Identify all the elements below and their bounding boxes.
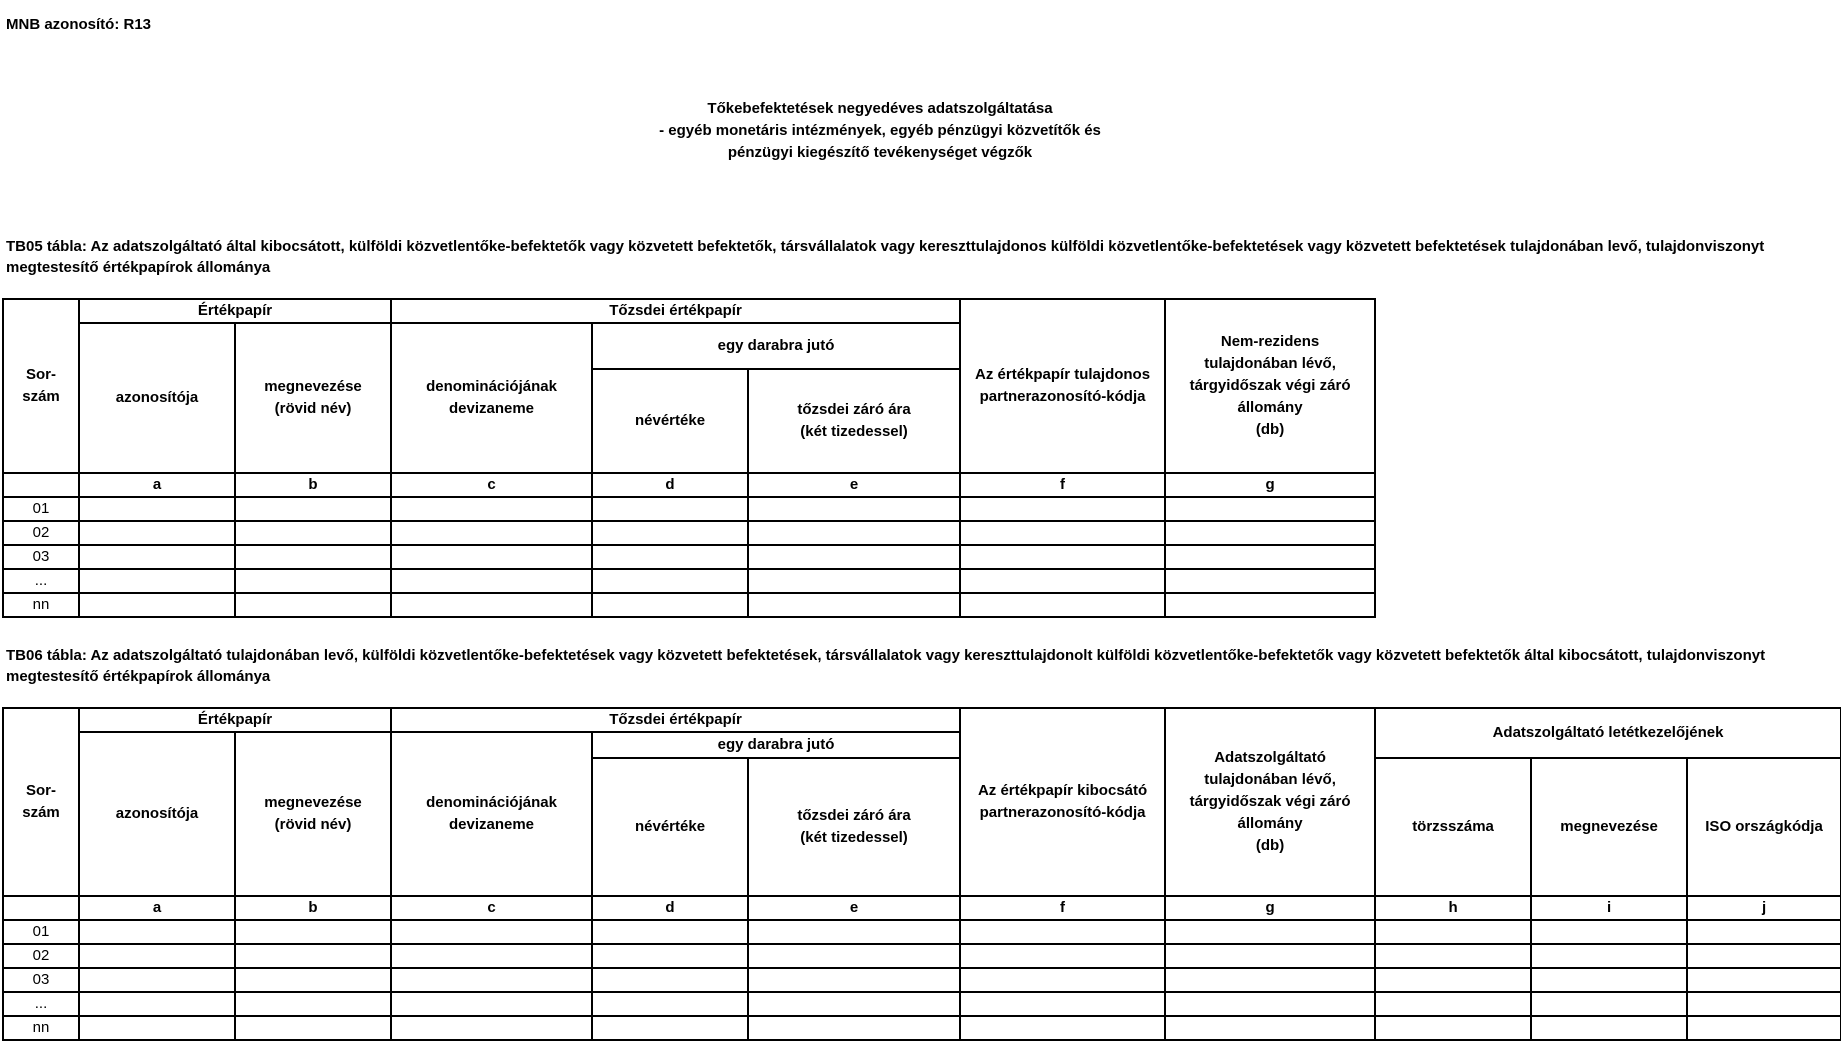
tb06-header-tozsdei-zaro: tőzsdei záró ára (két tizedessel) [748, 758, 960, 896]
tb05-header-denominacio: denominációjának devizaneme [391, 323, 592, 473]
tb06-data-cell[interactable] [748, 992, 960, 1016]
tb05-table [2, 298, 1376, 618]
tb05-data-cell[interactable] [748, 593, 960, 617]
tb06-data-cell[interactable] [79, 992, 235, 1016]
tb05-data-cell[interactable] [592, 521, 748, 545]
tb05-data-cell[interactable] [391, 497, 592, 521]
tb06-data-cell[interactable] [1687, 920, 1841, 944]
tb06-data-row [3, 920, 1841, 944]
tb06-header-egy-darabra: egy darabra jutó [592, 732, 960, 758]
tb06-data-cell[interactable] [1687, 1016, 1841, 1040]
tb05-data-cell[interactable] [79, 497, 235, 521]
tb06-header-torzsszama: törzsszáma [1375, 758, 1531, 896]
tb05-data-cell[interactable] [79, 545, 235, 569]
tb06-header-sorszam: Sor- szám [3, 708, 79, 896]
tb06-header-megnevezese: megnevezése (rövid név) [235, 732, 391, 896]
tb06-data-cell[interactable] [748, 920, 960, 944]
tb06-data-cell[interactable] [960, 944, 1165, 968]
tb05-header-ertekpapir: Értékpapír [79, 299, 391, 323]
tb06-header-letetkezelo: Adatszolgáltató letétkezelőjének [1375, 708, 1841, 758]
tb06-data-cell[interactable] [1687, 992, 1841, 1016]
tb06-data-cell[interactable] [391, 1016, 592, 1040]
tb05-data-cell[interactable] [391, 545, 592, 569]
tb06-header-ertekpapir: Értékpapír [79, 708, 391, 732]
tb06-data-cell[interactable] [1375, 944, 1531, 968]
tb05-data-cell[interactable] [391, 569, 592, 593]
tb06-caption-text: : Az adatszolgáltató tulajdonában levő, külföldi közvetlentőke-befektetések vagy közvetett befektetések, társvállalatok vagy kereszttulajdonolt külföldi közvetlentőke-befektetők vagy közvetett befektetők által kibocsátott, tulajdonviszonyt megtestesítő értékpapírok állománya [6, 647, 1766, 685]
tb06-data-cell[interactable] [1687, 968, 1841, 992]
tb05-data-cell[interactable] [1165, 593, 1375, 617]
tb05-data-cell[interactable] [79, 521, 235, 545]
tb05-row-number: 01 [3, 497, 79, 521]
tb06-data-cell[interactable] [960, 920, 1165, 944]
tb06-header-megnevezese2: megnevezése [1531, 758, 1687, 896]
tb06-letter-blank [3, 896, 79, 920]
title-line-1: Tőkebefektetések negyedéves adatszolgáltatása [707, 100, 1053, 117]
tb06-caption [6, 645, 1831, 687]
tb06-data-cell[interactable] [391, 944, 592, 968]
tb06-header-tozsdei: Tőzsdei értékpapír [391, 708, 960, 732]
tb05-header-tozsdei-zaro: tőzsdei záró ára (két tizedessel) [748, 369, 960, 473]
mnb-identifier: MNB azonosító: R13 [6, 16, 152, 33]
tb05-data-cell[interactable] [748, 545, 960, 569]
tb06-letter: g [1165, 896, 1375, 920]
tb05-data-cell[interactable] [748, 521, 960, 545]
tb06-data-cell[interactable] [1531, 992, 1687, 1016]
tb05-data-cell[interactable] [960, 545, 1165, 569]
tb05-letter: c [391, 473, 592, 497]
tb06-data-cell[interactable] [960, 1016, 1165, 1040]
tb05-data-cell[interactable] [235, 497, 391, 521]
tb06-data-cell[interactable] [960, 992, 1165, 1016]
tb06-row-number: 03 [3, 968, 79, 992]
tb05-data-cell[interactable] [1165, 521, 1375, 545]
tb06-data-cell[interactable] [1687, 944, 1841, 968]
tb06-data-cell[interactable] [79, 944, 235, 968]
tb05-header-azonositoja: azonosítója [79, 323, 235, 473]
tb06-data-cell[interactable] [235, 920, 391, 944]
tb06-data-cell[interactable] [1165, 968, 1375, 992]
tb05-data-cell[interactable] [960, 497, 1165, 521]
tb06-data-cell[interactable] [1165, 920, 1375, 944]
tb05-data-cell[interactable] [592, 593, 748, 617]
tb05-data-cell[interactable] [1165, 497, 1375, 521]
tb05-caption-text: : Az adatszolgáltató által kibocsátott, külföldi közvetlentőke-befektetők vagy közvetett befektetők, társvállalatok vagy kereszttulajdonos külföldi közvetlentőke-befektetések vagy közvetett befektetések tulajdonában levő, tulajdonviszonyt megtestesítő értékpapírok állománya [6, 238, 1765, 276]
tb05-data-cell[interactable] [79, 569, 235, 593]
tb06-letter: c [391, 896, 592, 920]
tb06-data-cell[interactable] [592, 1016, 748, 1040]
tb06-data-row [3, 992, 1841, 1016]
tb05-data-cell[interactable] [1165, 569, 1375, 593]
tb05-data-cell[interactable] [592, 545, 748, 569]
tb05-header-megnevezese: megnevezése (rövid név) [235, 323, 391, 473]
tb05-data-cell[interactable] [235, 569, 391, 593]
tb06-data-cell[interactable] [748, 944, 960, 968]
tb06-header-iso: ISO országkódja [1687, 758, 1841, 896]
tb06-data-row [3, 944, 1841, 968]
tb06-data-row [3, 968, 1841, 992]
tb05-data-cell[interactable] [592, 569, 748, 593]
tb06-row-number: ... [3, 992, 79, 1016]
tb05-letter: a [79, 473, 235, 497]
tb06-letter: h [1375, 896, 1531, 920]
tb05-data-row [3, 521, 1375, 545]
tb06-data-cell[interactable] [1531, 944, 1687, 968]
tb06-data-cell[interactable] [235, 968, 391, 992]
tb05-row-number: 02 [3, 521, 79, 545]
tb06-data-cell[interactable] [1531, 1016, 1687, 1040]
tb05-data-cell[interactable] [960, 593, 1165, 617]
tb05-data-cell[interactable] [235, 545, 391, 569]
tb05-data-cell[interactable] [1165, 545, 1375, 569]
tb06-data-cell[interactable] [1375, 968, 1531, 992]
tb05-data-cell[interactable] [235, 593, 391, 617]
tb06-header-kibocsato: Az értékpapír kibocsátó partnerazonosító-kódja [960, 708, 1165, 896]
tb06-table [2, 707, 1841, 1041]
tb05-header-sorszam: Sor- szám [3, 299, 79, 473]
tb06-header-azonositoja: azonosítója [79, 732, 235, 896]
tb05-data-cell[interactable] [960, 521, 1165, 545]
tb05-letter: f [960, 473, 1165, 497]
tb06-row-number: nn [3, 1016, 79, 1040]
tb05-data-cell[interactable] [391, 593, 592, 617]
tb06-caption-code: TB06 tábla [6, 647, 82, 664]
tb06-row-number: 02 [3, 944, 79, 968]
tb05-data-cell[interactable] [960, 569, 1165, 593]
tb05-data-row [3, 569, 1375, 593]
tb05-header-egy-darabra: egy darabra jutó [592, 323, 960, 369]
tb06-letter: d [592, 896, 748, 920]
tb06-data-cell[interactable] [235, 944, 391, 968]
tb06-data-cell[interactable] [1165, 992, 1375, 1016]
tb05-letter: d [592, 473, 748, 497]
tb06-data-cell[interactable] [592, 968, 748, 992]
tb06-data-cell[interactable] [391, 920, 592, 944]
tb06-data-cell[interactable] [592, 920, 748, 944]
tb06-data-cell[interactable] [79, 920, 235, 944]
tb06-data-cell[interactable] [391, 992, 592, 1016]
document-title [560, 98, 1200, 164]
tb06-data-cell[interactable] [748, 1016, 960, 1040]
tb05-data-cell[interactable] [592, 497, 748, 521]
tb05-data-row [3, 497, 1375, 521]
tb05-row-number: nn [3, 593, 79, 617]
tb06-data-cell[interactable] [235, 1016, 391, 1040]
tb06-row-number: 01 [3, 920, 79, 944]
tb05-caption [6, 236, 1831, 278]
tb06-data-cell[interactable] [592, 992, 748, 1016]
tb05-data-cell[interactable] [748, 497, 960, 521]
tb06-data-cell[interactable] [1375, 920, 1531, 944]
title-line-2: - egyéb monetáris intézmények, egyéb pénzügyi közvetítők és [659, 122, 1101, 139]
tb05-row-number: ... [3, 569, 79, 593]
tb06-data-cell[interactable] [592, 944, 748, 968]
tb05-row-number: 03 [3, 545, 79, 569]
tb06-letter: a [79, 896, 235, 920]
tb06-header-adatszolg: Adatszolgáltató tulajdonában lévő, tárgyidőszak végi záró állomány (db) [1165, 708, 1375, 896]
tb05-data-row [3, 545, 1375, 569]
tb05-letter: e [748, 473, 960, 497]
tb06-data-cell[interactable] [1375, 992, 1531, 1016]
tb06-data-cell[interactable] [1531, 968, 1687, 992]
tb05-data-cell[interactable] [235, 521, 391, 545]
tb06-letter: j [1687, 896, 1841, 920]
tb06-data-cell[interactable] [391, 968, 592, 992]
tb06-data-cell[interactable] [1165, 1016, 1375, 1040]
tb06-letter: f [960, 896, 1165, 920]
tb05-header-partner: Az értékpapír tulajdonos partnerazonosító-kódja [960, 299, 1165, 473]
tb05-data-row [3, 593, 1375, 617]
tb05-header-nevertek: névértéke [592, 369, 748, 473]
tb05-caption-code: TB05 tábla [6, 238, 82, 255]
tb06-data-cell[interactable] [79, 1016, 235, 1040]
tb06-data-cell[interactable] [1375, 1016, 1531, 1040]
tb06-data-cell[interactable] [235, 992, 391, 1016]
tb05-data-cell[interactable] [748, 569, 960, 593]
tb05-data-cell[interactable] [391, 521, 592, 545]
tb06-data-cell[interactable] [960, 968, 1165, 992]
tb05-data-cell[interactable] [79, 593, 235, 617]
tb06-letter: e [748, 896, 960, 920]
tb06-letter: i [1531, 896, 1687, 920]
tb05-letter: b [235, 473, 391, 497]
tb06-letter: b [235, 896, 391, 920]
tb06-data-row [3, 1016, 1841, 1040]
tb06-data-cell[interactable] [748, 968, 960, 992]
tb05-header-tozsdei: Tőzsdei értékpapír [391, 299, 960, 323]
tb06-header-nevertek: névértéke [592, 758, 748, 896]
tb06-data-cell[interactable] [1531, 920, 1687, 944]
tb05-header-nemrezidens: Nem-rezidens tulajdonában lévő, tárgyidőszak végi záró állomány (db) [1165, 299, 1375, 473]
tb06-data-cell[interactable] [79, 968, 235, 992]
tb06-data-cell[interactable] [1165, 944, 1375, 968]
title-line-3: pénzügyi kiegészítő tevékenységet végzők [727, 144, 1033, 161]
tb05-letter-blank [3, 473, 79, 497]
tb05-letter: g [1165, 473, 1375, 497]
tb06-header-denominacio: denominációjának devizaneme [391, 732, 592, 896]
